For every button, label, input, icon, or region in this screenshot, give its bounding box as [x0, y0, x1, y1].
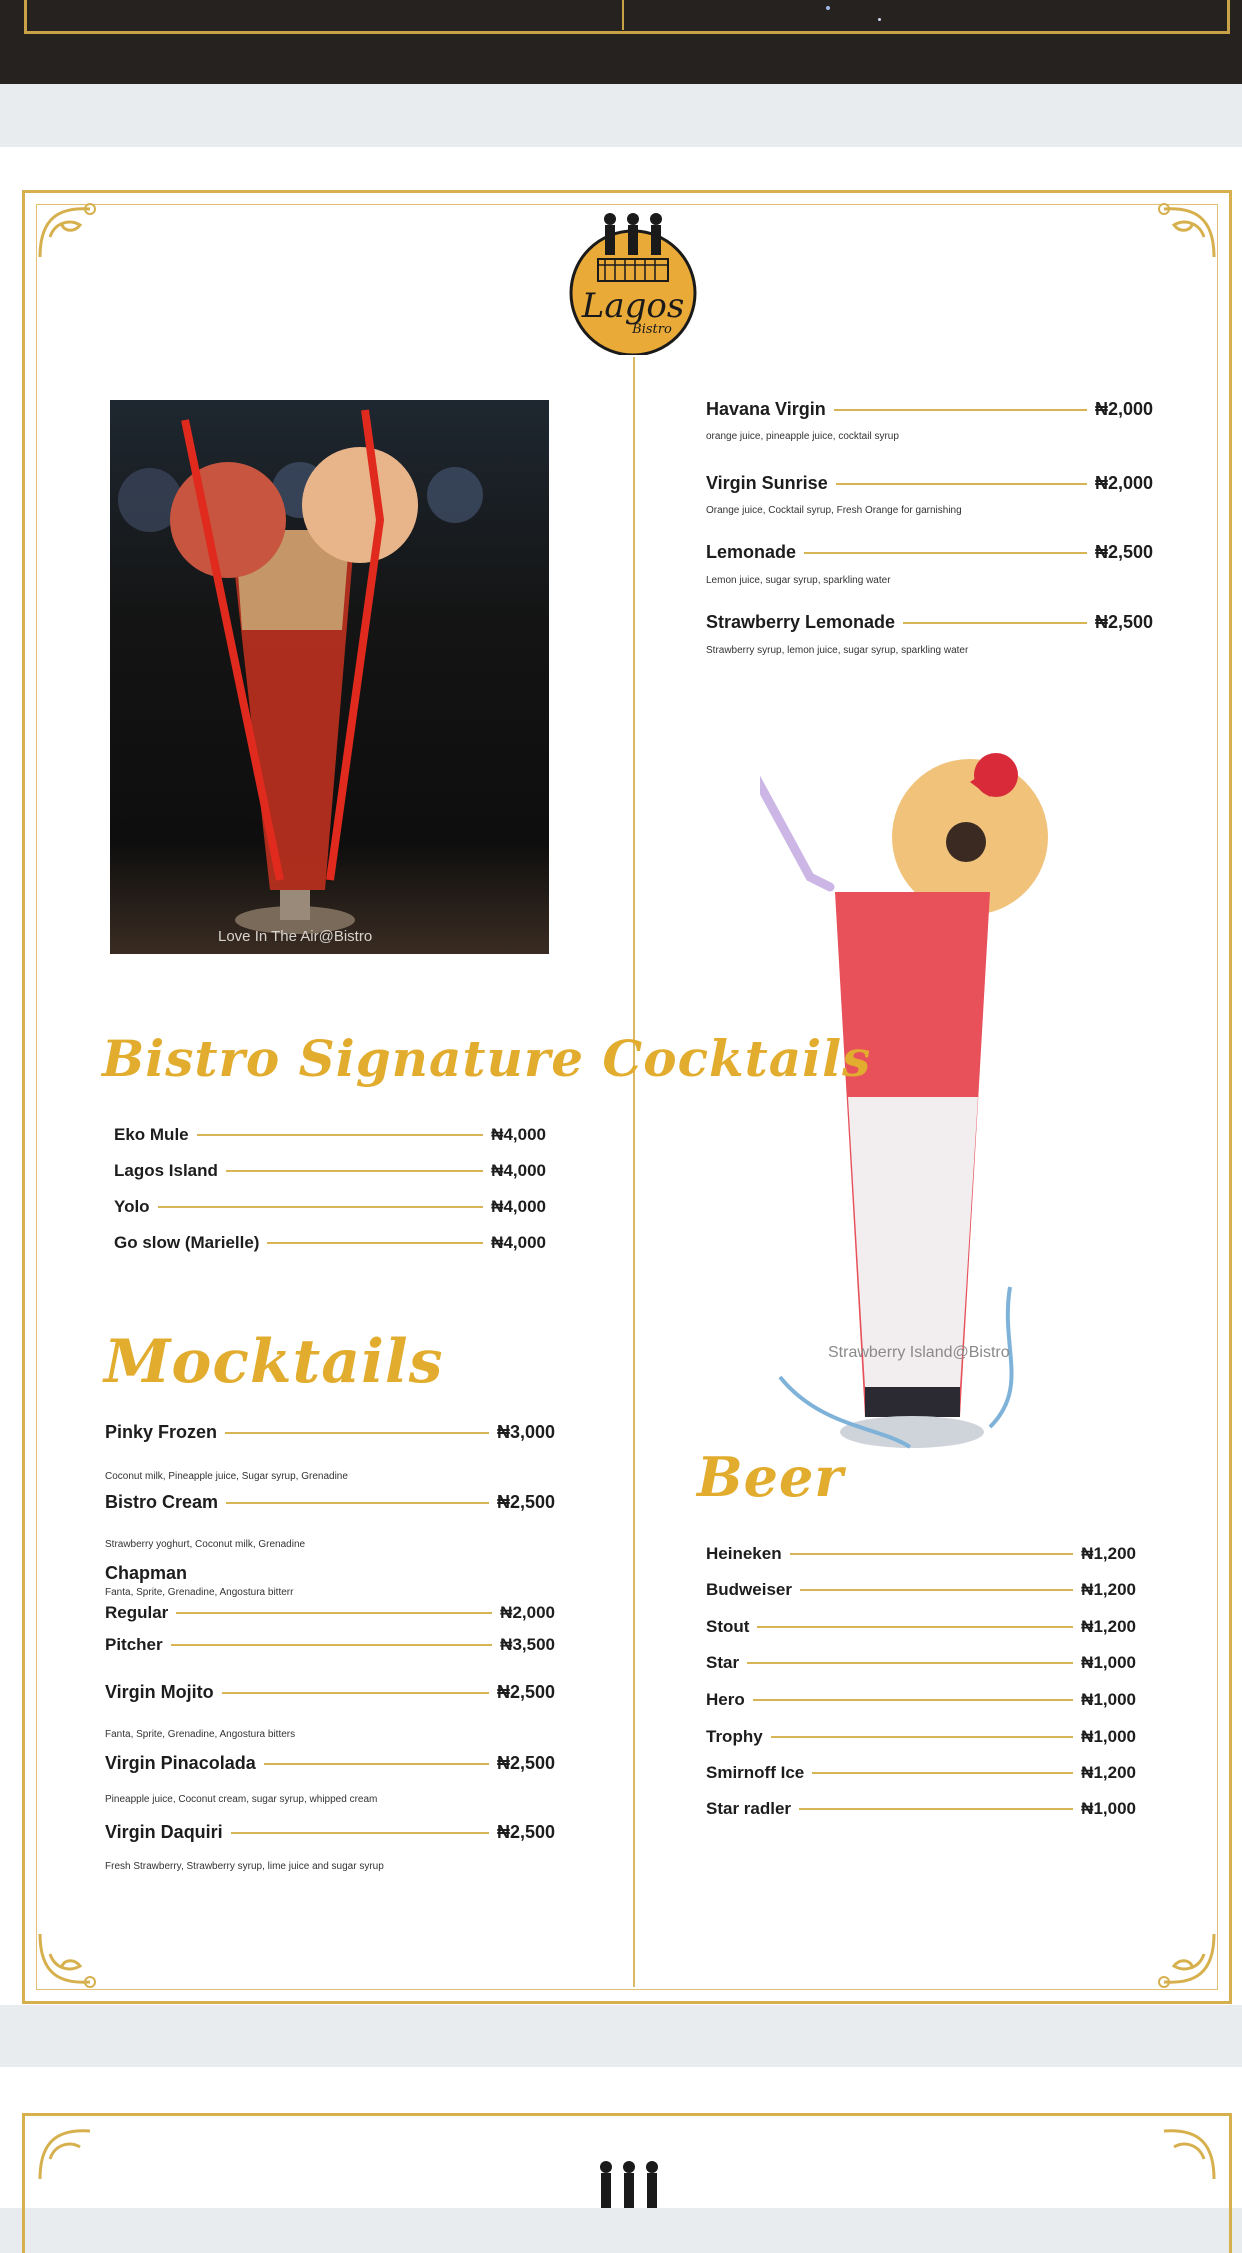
leader-line: [158, 1206, 484, 1208]
leader-line: [753, 1699, 1073, 1701]
item-description: Coconut milk, Pineapple juice, Sugar syrup, Grenadine: [105, 1471, 348, 1482]
item-price: ₦4,000: [491, 1197, 546, 1216]
item-price: ₦3,000: [496, 1422, 555, 1442]
item-name: Stout: [706, 1617, 750, 1636]
item-price: ₦2,500: [496, 1822, 555, 1842]
previous-page-frame: [24, 0, 1230, 34]
menu-item-star-radler: [706, 1799, 1136, 1819]
leader-line: [226, 1502, 489, 1504]
leader-line: [836, 483, 1087, 485]
previous-page-divider: [622, 0, 624, 30]
item-name: Lagos Island: [114, 1161, 218, 1180]
next-menu-page: [0, 2067, 1242, 2208]
item-name: Bistro Cream: [105, 1492, 219, 1512]
item-name: Lemonade: [706, 542, 797, 562]
menu-page: [0, 147, 1242, 2005]
menu-item-heineken: [706, 1544, 1136, 1564]
leader-line: [903, 622, 1087, 624]
menu-item-virgin-mojito: [105, 1682, 555, 1703]
menu-item-chapman-regular: [105, 1603, 555, 1623]
item-name: Star: [706, 1653, 740, 1672]
cocktail-glass-illustration: [110, 400, 549, 954]
menu-item-go-slow: [114, 1233, 546, 1253]
leader-line: [812, 1772, 1073, 1774]
item-price: ₦1,000: [1081, 1799, 1136, 1818]
item-price: ₦2,000: [1094, 473, 1153, 493]
leader-line: [231, 1832, 489, 1834]
item-description: orange juice, pineapple juice, cocktail syrup: [706, 431, 899, 442]
item-price: ₦2,500: [496, 1492, 555, 1512]
item-name: Havana Virgin: [706, 399, 826, 419]
menu-item-virgin-sunrise: [706, 473, 1153, 494]
menu-item-stout: [706, 1617, 1136, 1637]
leader-line: [171, 1644, 493, 1646]
logo-sub: Bistro: [632, 322, 672, 337]
menu-item-budweiser: [706, 1580, 1136, 1600]
item-price: ₦1,200: [1081, 1544, 1136, 1563]
sparkle-icon: [826, 6, 830, 10]
item-name: Regular: [105, 1603, 169, 1622]
item-name: Go slow (Marielle): [114, 1233, 260, 1252]
item-name: Pitcher: [105, 1635, 163, 1654]
leader-line: [790, 1553, 1074, 1555]
item-name: Yolo: [114, 1197, 150, 1216]
leader-line: [226, 1170, 483, 1172]
item-description: Fresh Strawberry, Strawberry syrup, lime juice and sugar syrup: [105, 1861, 384, 1872]
item-description: Strawberry syrup, lemon juice, sugar syrup, sparkling water: [706, 645, 969, 656]
leader-line: [804, 552, 1087, 554]
menu-item-smirnoff-ice: [706, 1763, 1136, 1783]
item-price: ₦1,200: [1081, 1617, 1136, 1636]
item-name: Pinky Frozen: [105, 1422, 218, 1442]
leader-line: [222, 1692, 489, 1694]
section-title-beer: Beer: [697, 1445, 844, 1509]
leader-line: [176, 1612, 492, 1614]
photo-caption-right: Strawberry Island@Bistro: [828, 1344, 1010, 1361]
corner-ornament-icon: [1134, 2119, 1224, 2189]
menu-item-trophy: [706, 1727, 1136, 1747]
menu-item-pinky-frozen: [105, 1422, 555, 1443]
menu-item-bistro-cream: [105, 1492, 555, 1513]
item-name: Strawberry Lemonade: [706, 612, 896, 632]
item-price: ₦3,500: [500, 1635, 555, 1654]
menu-item-lemonade: [706, 542, 1153, 563]
item-price: ₦1,200: [1081, 1763, 1136, 1782]
leader-line: [771, 1736, 1074, 1738]
menu-item-virgin-pinacolada: [105, 1753, 555, 1774]
cocktail-photo-strawberry-island: [760, 727, 1060, 1497]
logo-emblem-icon: [560, 205, 706, 355]
item-description: Fanta, Sprite, Grenadine, Angostura bitters: [105, 1729, 296, 1740]
corner-ornament-icon: [30, 197, 120, 267]
item-description: Pineapple juice, Coconut cream, sugar syrup, whipped cream: [105, 1794, 378, 1805]
item-price: ₦4,000: [491, 1233, 546, 1252]
logo-word: Lagos: [581, 286, 685, 326]
item-name: Heineken: [706, 1544, 782, 1563]
menu-item-lagos-island: [114, 1161, 546, 1181]
item-price: ₦1,200: [1081, 1580, 1136, 1599]
corner-ornament-icon: [1134, 1924, 1224, 1994]
photo-caption-left: Love In The Air@Bistro: [218, 928, 373, 945]
leader-line: [225, 1432, 489, 1434]
item-name: Budweiser: [706, 1580, 792, 1599]
menu-item-hero: [706, 1690, 1136, 1710]
corner-ornament-icon: [1134, 197, 1224, 267]
logo-figures-icon: [584, 2155, 674, 2208]
sparkle-icon: [878, 18, 881, 21]
menu-item-chapman-pitcher: [105, 1635, 555, 1655]
item-price: ₦2,500: [1094, 542, 1153, 562]
leader-line: [747, 1662, 1073, 1664]
leader-line: [834, 409, 1087, 411]
item-price: ₦2,500: [1094, 612, 1153, 632]
section-title-mocktails: Mocktails: [104, 1327, 444, 1397]
item-price: ₦1,000: [1081, 1727, 1136, 1746]
item-price: ₦2,500: [496, 1682, 555, 1702]
item-name: Hero: [706, 1690, 745, 1709]
item-description: Lemon juice, sugar syrup, sparkling water: [706, 575, 891, 586]
leader-line: [757, 1626, 1073, 1628]
item-price: ₦2,500: [496, 1753, 555, 1773]
corner-ornament-icon: [30, 2119, 120, 2189]
leader-line: [264, 1763, 489, 1765]
leader-line: [799, 1808, 1073, 1810]
menu-item-virgin-daquiri: [105, 1822, 555, 1843]
leader-line: [197, 1134, 484, 1136]
menu-item-eko-mule: [114, 1125, 546, 1145]
section-title-signature: Bistro Signature Cocktails: [102, 1029, 872, 1088]
center-divider: [633, 357, 635, 1987]
item-name: Trophy: [706, 1727, 763, 1746]
item-price: ₦2,000: [1094, 399, 1153, 419]
menu-item-strawberry-lemonade: [706, 612, 1153, 633]
item-name: Eko Mule: [114, 1125, 189, 1144]
item-price: ₦2,000: [500, 1603, 555, 1622]
menu-item-star: [706, 1653, 1136, 1673]
corner-ornament-icon: [30, 1924, 120, 1994]
item-price: ₦1,000: [1081, 1653, 1136, 1672]
item-description: Orange juice, Cocktail syrup, Fresh Orange for garnishing: [706, 505, 962, 516]
item-price: ₦4,000: [491, 1161, 546, 1180]
item-name: Virgin Pinacolada: [105, 1753, 256, 1773]
menu-item-havana-virgin: [706, 399, 1153, 420]
item-price: ₦4,000: [491, 1125, 546, 1144]
item-name: Virgin Sunrise: [706, 473, 828, 493]
item-description: Fanta, Sprite, Grenadine, Angostura bitterr: [105, 1587, 294, 1598]
cocktail-photo-love-in-the-air: [110, 400, 549, 954]
menu-item-yolo: [114, 1197, 546, 1217]
item-name: Star radler: [706, 1799, 792, 1818]
item-name: Smirnoff Ice: [706, 1763, 805, 1782]
item-name-chapman: Chapman: [105, 1563, 188, 1583]
lagos-bistro-logo: [560, 205, 706, 355]
strawberry-drink-illustration: [760, 727, 1060, 1497]
item-price: ₦1,000: [1081, 1690, 1136, 1709]
item-name: Virgin Mojito: [105, 1682, 214, 1702]
previous-page-strip: [0, 0, 1242, 84]
item-name: Virgin Daquiri: [105, 1822, 223, 1842]
leader-line: [800, 1589, 1073, 1591]
item-description: Strawberry yoghurt, Coconut milk, Grenadine: [105, 1539, 306, 1550]
leader-line: [267, 1242, 483, 1244]
